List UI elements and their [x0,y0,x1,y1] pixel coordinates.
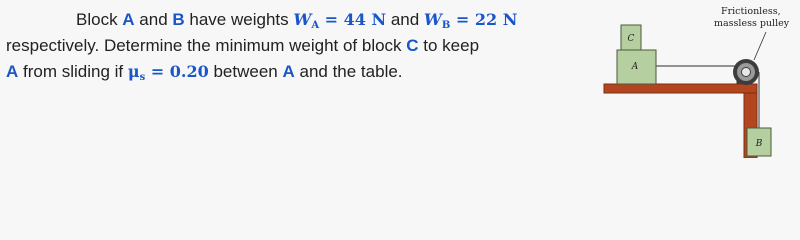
friction-coefficient-expression [128,62,209,81]
problem-line-1 [6,7,584,33]
pulley-diagram [588,0,800,158]
text-segment: to keep [418,36,480,55]
mu-value: = 0.20 [145,62,209,81]
weight-b-value: = 22 N [450,10,518,29]
pulley-inner [742,68,751,77]
block-c-ref: C [406,36,419,55]
text-segment: Block [76,10,123,29]
block-b-ref: B [172,10,185,29]
text-segment: and [386,10,424,29]
text-segment: respectively. Determine the minimum weight of block [6,36,407,55]
block-a-label: A [631,62,639,72]
pulley-label-line1: Frictionless, [721,6,781,17]
text-segment: between [208,62,283,81]
weight-symbol: W [423,10,442,29]
block-c-label: C [627,34,635,44]
table-top [604,84,757,93]
text-segment: from sliding if [18,62,128,81]
problem-line-2 [6,33,584,59]
weight-a-value: = 44 N [319,10,387,29]
weight-symbol: W [293,10,312,29]
mu-symbol: μ [127,62,140,81]
weight-a-expression [293,10,386,29]
weight-subscript: A [311,20,320,31]
pulley-diagram-svg [588,0,800,158]
text-segment: have weights [184,10,294,29]
problem-line-3 [6,59,584,85]
block-a-ref: A [6,62,19,81]
weight-b-expression [424,10,517,29]
pulley-label-line2: massless pulley [714,18,790,29]
block-a-ref: A [122,10,135,29]
mu-subscript: s [139,72,146,83]
text-segment: and the table. [294,62,403,81]
pulley-label-leader [754,32,766,60]
problem-statement [6,7,584,85]
block-b-label: B [755,139,763,149]
text-segment: and [134,10,173,29]
weight-subscript: B [441,20,451,31]
block-a-ref: A [282,62,295,81]
